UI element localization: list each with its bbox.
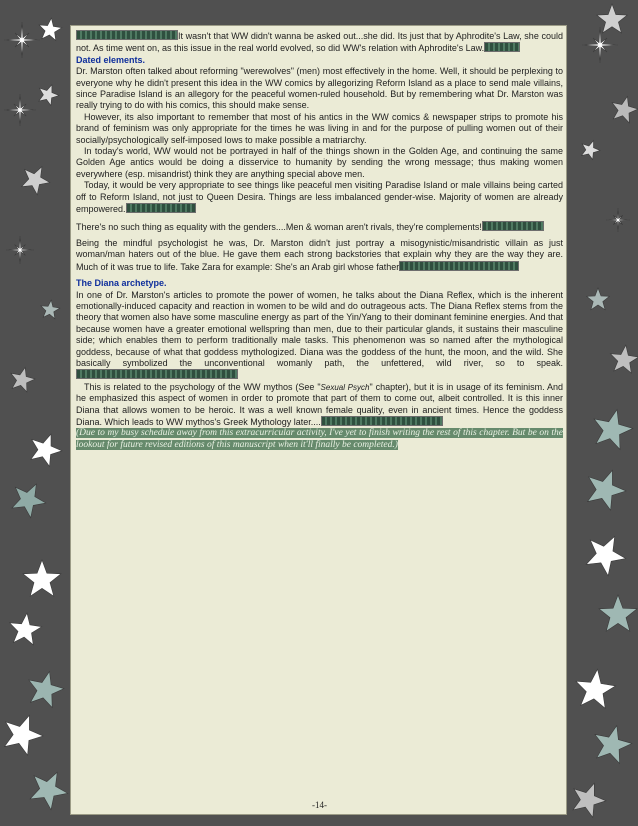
intro-paragraph: It wasn't that WW didn't wanna be asked out...she did. Its just that by Aphrodite's Law, she could not. As time went on, as this issue in the real world evolved, so did WW's relation with Aphrodite's Law. [76, 31, 563, 54]
star-icon [11, 367, 35, 392]
star-icon [599, 595, 637, 631]
star-icon [39, 18, 62, 40]
paragraph: Being the mindful psychologist he was, Dr. Marston didn't just portray a misogynistic/misandristic villain as just woman/man haters out of the blue. He gave them each strong backstories that explain why they are the way they are. Much of it was true to life. Take Zara for example: She's an Arab girl whose father [76, 237, 563, 272]
citation: Sexual Psych [320, 382, 370, 392]
paragraph: There's no such thing as equality with the genders....Men & woman aren't rivals, they're complements! [76, 221, 563, 233]
star-icon [30, 772, 68, 810]
star-icon [587, 288, 610, 310]
star-icon [4, 22, 40, 58]
star-icon [4, 94, 36, 126]
star-icon [23, 560, 61, 596]
star-icon [576, 669, 616, 708]
star-icon [573, 783, 606, 817]
paragraph: Today, it would be very appropriate to see things like peaceful men visiting Paradise Island or male villains being carted off to Reform Island, not just to Queen Desira. Things are less imbalanced gender-wise. Majority of women are already empowered. [76, 180, 563, 215]
separator-bar [482, 221, 544, 231]
document-body [76, 30, 563, 452]
unfinished-chapter-note: (Due to my busy schedule away from this extracurricular activity, I've yet to finish writing the rest of this chapter. But be on the lookout for future revised editions of this manuscript when it'll finally be completed.) [76, 428, 563, 451]
star-icon [595, 726, 632, 764]
star-icon [5, 715, 44, 755]
separator-bar [321, 416, 443, 426]
star-icon [582, 27, 618, 63]
paragraph: In today's world, WW would not be portrayed in half of the things shown in the Golden Age, and continuing the same Golden Age antics would be doing a disservice to humanity by sending the wrong message; thus making women everywhere (esp. misandrist) think they are anything special above men. [76, 146, 563, 179]
star-icon [597, 4, 627, 33]
star-icon [588, 470, 627, 510]
document-page [70, 25, 567, 815]
separator-bar [126, 203, 196, 213]
separator-bar [399, 261, 519, 271]
star-icon [31, 434, 62, 466]
paragraph: This is related to the psychology of the WW mythos (See "Sexual Psych" chapter), but it is in usage of its feminism. And he emphasized this aspect of women in order to promote that part of them to come out, albeit controlled. It is this inner Diana that allows women to be heroic. It was a well known female quality, even in ancient times. Hence the goddess Diana. Which leads to WW mythos's Greek Mythology later.... [76, 381, 564, 427]
star-icon [610, 345, 638, 373]
star-icon [606, 208, 630, 232]
star-icon [6, 236, 34, 264]
page-number: -14- [312, 800, 327, 810]
separator-bar [484, 42, 520, 52]
star-icon [29, 672, 64, 708]
star-icon [586, 536, 626, 575]
star-icon [12, 484, 46, 518]
section-heading-diana-archetype: The Diana archetype. [76, 278, 167, 289]
paragraph: In one of Dr. Marston's articles to promote the power of women, he talks about the Diana Reflex, which is the inherent emotionally-induced capacity and reaction in women to be wild and do outrageous acts. The Diana Reflex stems from the theory that women also have some masculine energy as part of the Yin/Yang to their dominant feminine energies. And that because women have a greater emotional wellspring than men, due to their particular glands, it sustains their masculine side; which enables them to perform traditionally male tasks. This phenomenon was so named after the mythological goddess, because of what that goddess mythologized. Diana was the goddess of the hunt, the moon, and the wild. She basically symbolized the unconventional womanly path, the unfettered, wild river, so to speak. [76, 290, 563, 382]
star-icon [10, 613, 42, 645]
star-icon [39, 85, 59, 106]
star-icon [612, 96, 638, 123]
star-icon [41, 300, 60, 319]
separator-bar [76, 369, 238, 379]
paragraph: Dr. Marston often talked about reforming "werewolves" (men) most effectively in the home. Well, it should be perplexing to everyone why he didn't present this idea in the WW comics by allegorizing Reform Island as a place to send male villains, since Paradise Island is an allegory for the peaceful women-ruled household. But by remembering what Dr. Marston was really trying to do with his comics, this should make sense. [76, 66, 563, 111]
section-heading-dated-elements: Dated elements. [76, 54, 146, 65]
separator-bar [76, 30, 178, 40]
star-icon [22, 167, 50, 195]
paragraph: However, its also important to remember that most of his antics in the WW comics & newspaper strips to promote his brand of feminism was only appropriate for the times he was living in and for the purpose of pulling women out of their socially/psychologically self-imposed lows to make possible a matriarchy. [76, 111, 563, 145]
star-icon [582, 141, 600, 160]
star-icon [594, 410, 633, 450]
